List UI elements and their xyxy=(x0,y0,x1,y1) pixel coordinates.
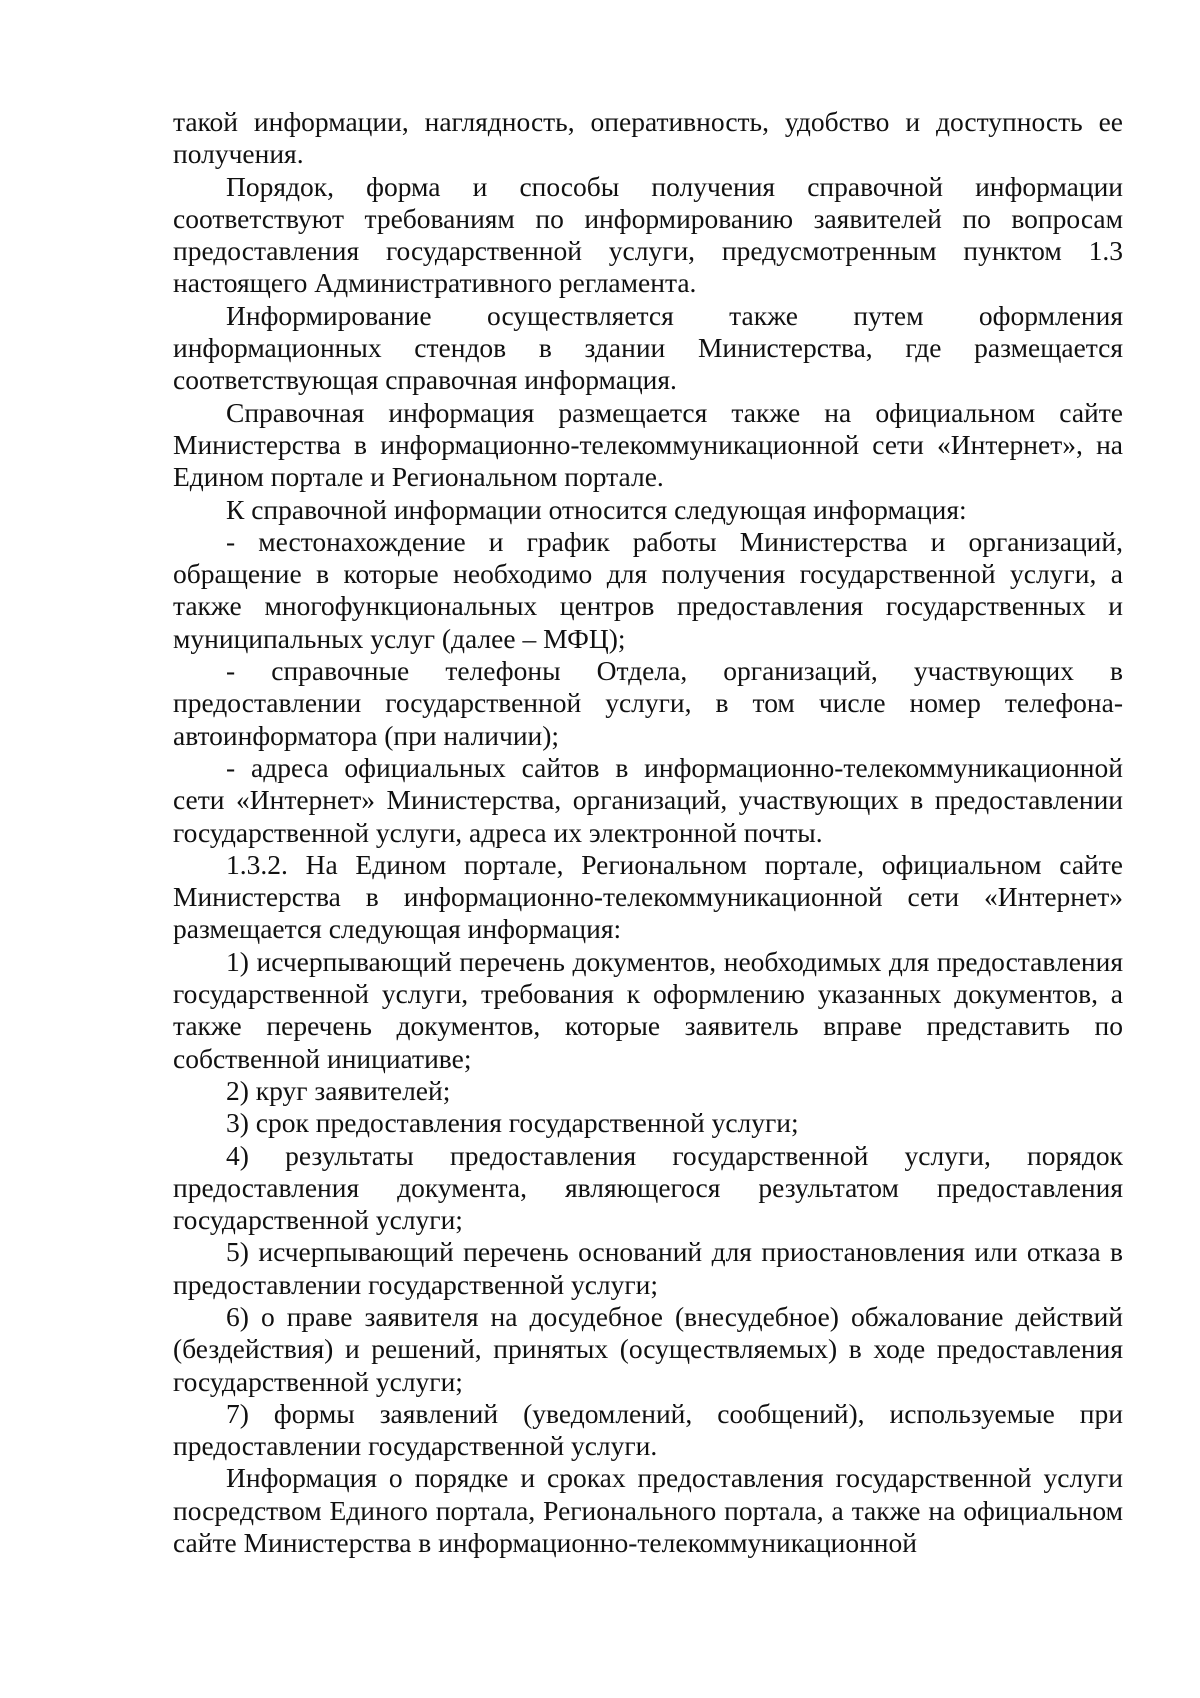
list-item-4: 4) результаты предоставления государственной услуги, порядок предоставления документа, являющегося результатом предоставления государственной услуги; xyxy=(173,1139,1123,1236)
paragraph-reference-includes: К справочной информации относится следующая информация: xyxy=(226,493,967,525)
list-item-1: 1) исчерпывающий перечень документов, необходимых для предоставления государственной услуги, требования к оформлению указанных документов, а также перечень документов, которые заявитель вправе представить по собственной инициативе; xyxy=(173,945,1123,1074)
paragraph-reference-online: Справочная информация размещается также на официальном сайте Министерства в информационно-телекоммуникационной сети «Интернет», на Едином портале и Региональном портале. xyxy=(173,396,1123,493)
list-item-7: 7) формы заявлений (уведомлений, сообщений), используемые при предоставлении государственной услуги. xyxy=(173,1397,1123,1462)
paragraph-info-stands: Информирование осуществляется также путем оформления информационных стендов в здании Министерства, где размещается соответствующая справочная информация. xyxy=(173,299,1123,396)
paragraph-continuation: такой информации, наглядность, оперативность, удобство и доступность ее получения. xyxy=(173,106,1123,170)
list-item-3: 3) срок предоставления государственной услуги; xyxy=(226,1107,799,1139)
list-item-websites: - адреса официальных сайтов в информационно-телекоммуникационной сети «Интернет» Министерства, организаций, участвующих в предоставлении государственной услуги, адреса их электронной почты. xyxy=(173,751,1123,848)
list-item-6: 6) о праве заявителя на досудебное (внесудебное) обжалование действий (бездействия) и решений, принятых (осуществляемых) в ходе предоставления государственной услуги; xyxy=(173,1300,1123,1397)
paragraph-procedure: Порядок, форма и способы получения справочной информации соответствуют требованиям по информированию заявителей по вопросам предоставления государственной услуги, предусмотренным пунктом 1.3 настоящего Административного регламента. xyxy=(173,170,1123,299)
list-item-phones: - справочные телефоны Отдела, организаций, участвующих в предоставлении государственной услуги, в том числе номер телефона-автоинформатора (при наличии); xyxy=(173,655,1123,751)
paragraph-procedure-info: Информация о порядке и сроках предоставления государственной услуги посредством Единого портала, Регионального портала, а также на официальном сайте Министерства в информационно-телекоммуникационной xyxy=(173,1462,1123,1559)
document-page xyxy=(173,106,1123,1559)
list-item-5: 5) исчерпывающий перечень оснований для приостановления или отказа в предоставлении государственной услуги; xyxy=(173,1236,1123,1300)
list-item-location: - местонахождение и график работы Министерства и организаций, обращение в которые необходимо для получения государственной услуги, а также многофункциональных центров предоставления государственных и муниципальных услуг (далее – МФЦ); xyxy=(173,525,1123,654)
paragraph-section-1-3-2: 1.3.2. На Едином портале, Региональном портале, официальном сайте Министерства в информационно-телекоммуникационной сети «Интернет» размещается следующая информация: xyxy=(173,848,1123,945)
list-item-2: 2) круг заявителей; xyxy=(226,1074,451,1106)
